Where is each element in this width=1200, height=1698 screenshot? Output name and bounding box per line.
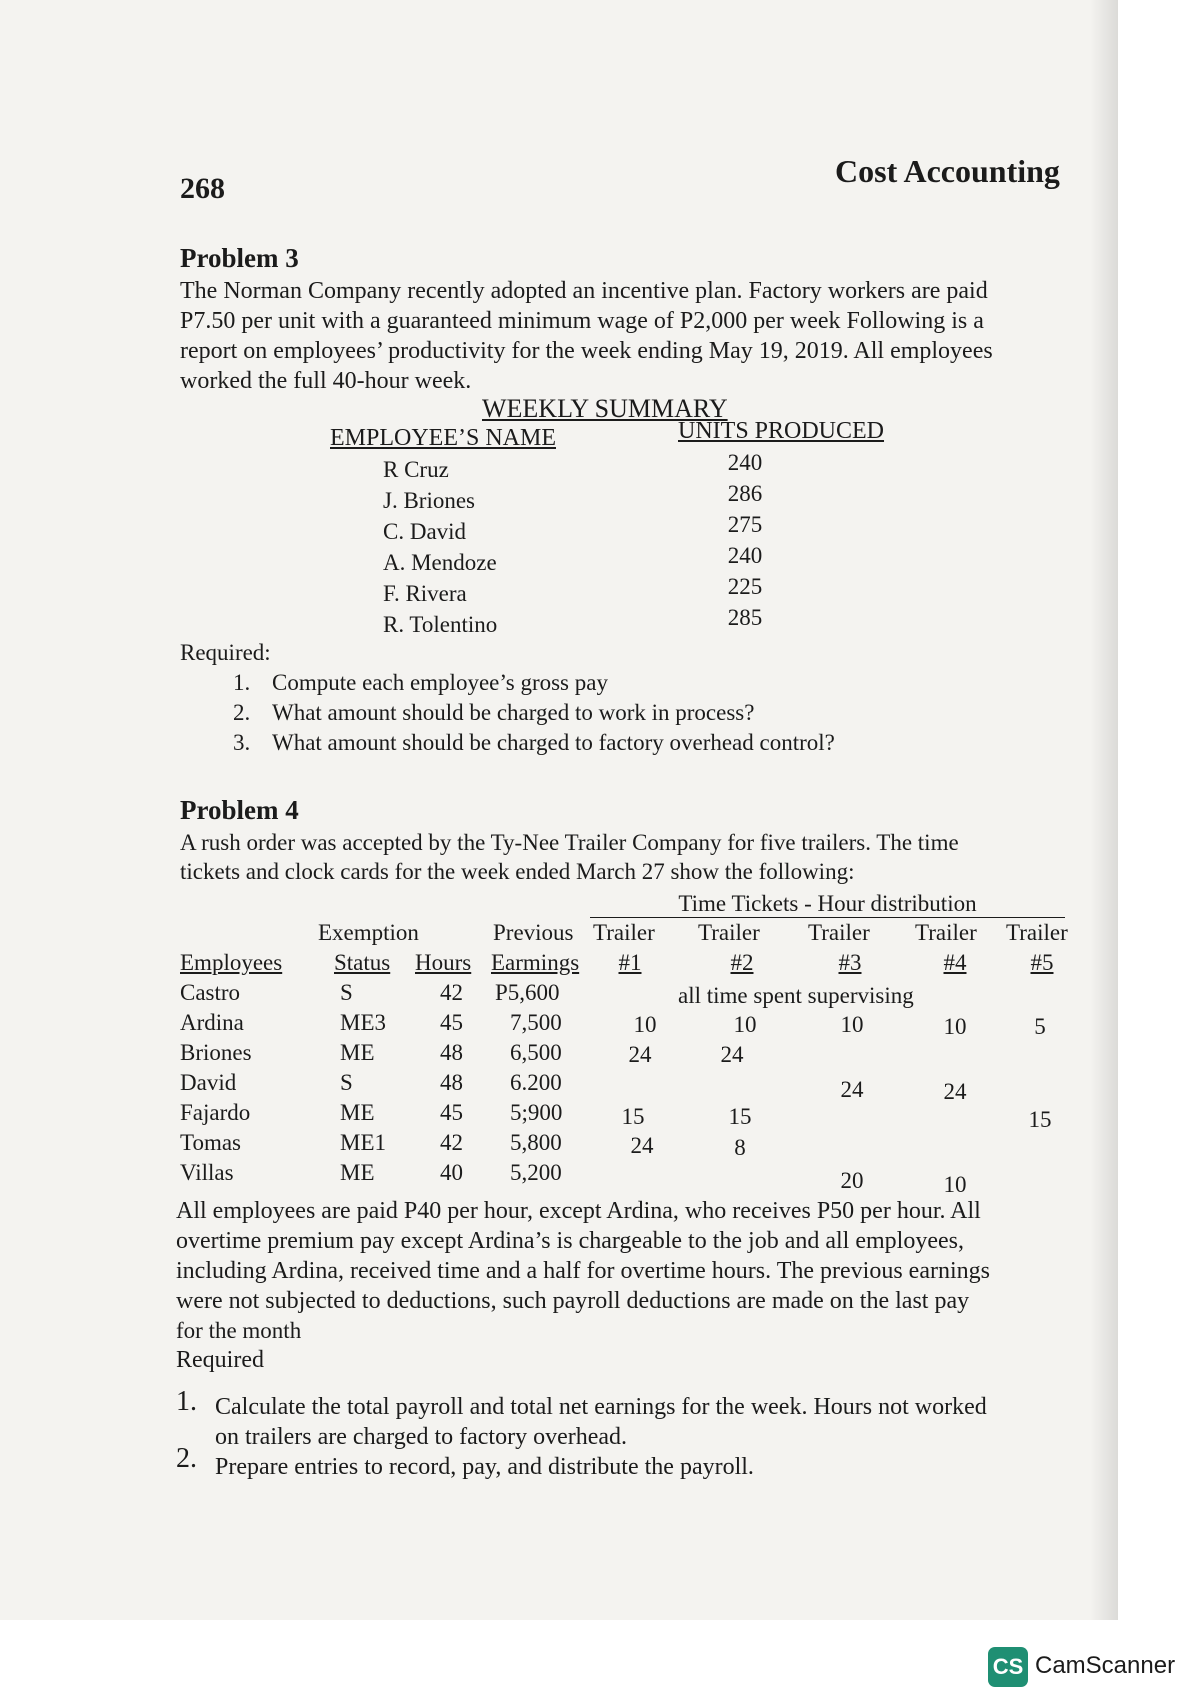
required-text-continued: on trailers are charged to factory overhead. [215,1424,628,1450]
trailer-4-header: #4 [943,950,967,975]
trailer-1-hours: 15 [621,1104,645,1129]
employee-status: S [340,980,353,1005]
employee-name-header: EMPLOYEE’S NAME [330,425,556,451]
camscanner-label: CamScanner [1035,1652,1176,1679]
employee-hours: 45 [440,1010,463,1035]
problem-4-title: Problem 4 [180,795,299,825]
summary-name: J. Briones [383,488,475,513]
trailer-4-hours: 24 [943,1079,967,1104]
employee-hours: 48 [440,1070,463,1095]
trailer-header: Trailer [808,920,870,945]
problem-4-note-line-2: overtime premium pay except Ardina’s is chargeable to the job and all employees, [176,1228,964,1254]
employee-prev-earnings: 5,200 [510,1160,562,1185]
trailer-5-hours: 5 [1034,1014,1046,1039]
problem-4-note-line-1: All employees are paid P40 per hour, except Ardina, who receives P50 per hour. All [176,1198,981,1224]
time-tickets-header: Time Tickets - Hour distribution [590,891,1065,918]
trailer-3-hours: 20 [840,1168,864,1193]
exemption-header: Exemption [318,920,419,945]
summary-units: 240 [727,543,763,568]
summary-name: A. Mendoze [383,550,497,575]
castro-note: all time spent supervising [678,983,914,1008]
employee-status: ME [340,1040,375,1065]
book-title: Cost Accounting [835,153,1060,189]
employee-hours: 48 [440,1040,463,1065]
employee-prev-earnings: 7,500 [510,1010,562,1035]
trailer-header: Trailer [698,920,760,945]
employee-prev-earnings: 6,500 [510,1040,562,1065]
trailer-header: Trailer [915,920,977,945]
trailer-3-hours: 10 [840,1012,864,1037]
trailer-1-hours: 24 [628,1042,652,1067]
summary-units: 225 [727,574,763,599]
trailer-4-hours: 10 [943,1014,967,1039]
problem-4-note-line-4: were not subjected to deductions, such payroll deductions are made on the last pay [176,1288,970,1314]
required-number: 1. [233,670,251,695]
summary-name: R Cruz [383,457,449,482]
required-number: 2. [233,700,251,725]
problem-3-required-label: Required: [180,640,271,665]
employee-status: ME [340,1100,375,1125]
problem-4-note-line-5: for the month [176,1318,302,1343]
problem-4-note-line-3: including Ardina, received time and a half for overtime hours. The previous earnings [176,1258,990,1284]
summary-name: F. Rivera [383,581,467,606]
page-number: 268 [180,172,225,205]
employee-name: Ardina [180,1010,244,1035]
required-number: 1. [176,1386,197,1417]
employee-status: ME3 [340,1010,386,1035]
weekly-summary-title: WEEKLY SUMMARY [482,394,728,423]
problem-4-line-2: tickets and clock cards for the week ended March 27 show the following: [180,859,855,884]
required-text: What amount should be charged to work in process? [272,700,755,725]
trailer-2-hours: 8 [734,1135,746,1160]
camscanner-logo-icon: CS [988,1647,1028,1687]
problem-3-line-4: worked the full 40-hour week. [180,368,472,394]
trailer-2-hours: 10 [733,1012,757,1037]
employee-name: David [180,1070,237,1095]
employee-status: S [340,1070,353,1095]
problem-3-line-3: report on employees’ productivity for the week ending May 19, 2019. All employees [180,338,993,364]
page-edge-shadow [1090,0,1118,1620]
trailer-3-header: #3 [838,950,862,975]
problem-3-line-1: The Norman Company recently adopted an incentive plan. Factory workers are paid [180,278,988,304]
employee-status: ME1 [340,1130,386,1155]
employee-hours: 40 [440,1160,463,1185]
employee-prev-earnings: P5,600 [495,980,560,1005]
earnings-header: Earmings [491,950,580,975]
employee-hours: 42 [440,980,463,1005]
required-number: 2. [176,1443,197,1474]
employee-hours: 45 [440,1100,463,1125]
trailer-header: Trailer [593,920,655,945]
employee-name: Tomas [180,1130,241,1155]
summary-name: C. David [383,519,467,544]
summary-units: 286 [727,481,763,506]
summary-name: R. Tolentino [383,612,498,637]
trailer-2-hours: 15 [728,1104,752,1129]
trailer-1-hours: 24 [630,1133,654,1158]
employee-hours: 42 [440,1130,463,1155]
required-text: Calculate the total payroll and total net earnings for the week. Hours not worked [215,1394,987,1420]
summary-units: 240 [727,450,763,475]
problem-4-line-1: A rush order was accepted by the Ty-Nee Trailer Company for five trailers. The time [180,830,959,855]
summary-units: 275 [727,512,763,537]
trailer-5-header: #5 [1030,950,1054,975]
summary-units: 285 [727,605,763,630]
employee-name: Villas [180,1160,234,1185]
trailer-5-hours: 15 [1028,1107,1052,1132]
trailer-4-hours: 10 [943,1172,967,1197]
employee-name: Fajardo [180,1100,251,1125]
trailer-2-header: #2 [730,950,754,975]
problem-3-title: Problem 3 [180,243,299,273]
trailer-1-header: #1 [618,950,642,975]
employee-status: ME [340,1160,375,1185]
required-text: Prepare entries to record, pay, and distribute the payroll. [215,1454,754,1480]
employees-header: Employees [180,950,283,975]
units-produced-header: UNITS PRODUCED [678,418,885,444]
problem-3-line-2: P7.50 per unit with a guaranteed minimum wage of P2,000 per week Following is a [180,308,984,334]
employee-prev-earnings: 5;900 [510,1100,563,1125]
employee-prev-earnings: 6.200 [510,1070,562,1095]
employee-name: Briones [180,1040,252,1065]
required-text: What amount should be charged to factory overhead control? [272,730,835,755]
employee-name: Castro [180,980,241,1005]
required-text: Compute each employee’s gross pay [272,670,608,695]
trailer-2-hours: 24 [720,1042,744,1067]
status-header: Status [334,950,391,975]
previous-header: Previous [493,920,574,945]
employee-prev-earnings: 5,800 [510,1130,562,1155]
required-number: 3. [233,730,251,755]
trailer-header: Trailer [1006,920,1068,945]
problem-4-required-label: Required [176,1347,264,1373]
hours-header: Hours [415,950,472,975]
trailer-3-hours: 24 [840,1077,864,1102]
trailer-1-hours: 10 [633,1012,657,1037]
